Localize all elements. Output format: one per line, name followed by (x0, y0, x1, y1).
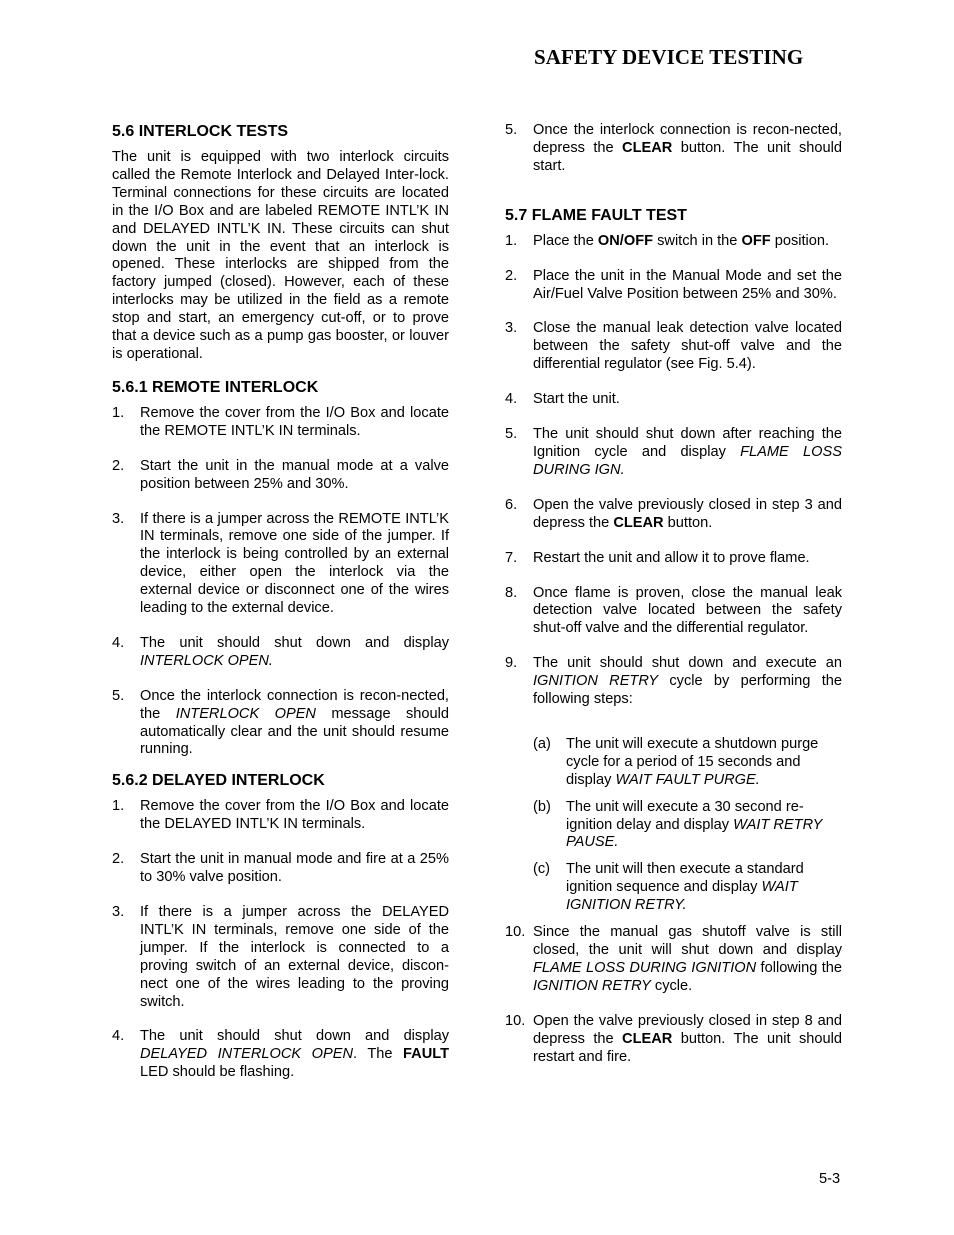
list-item: 1. Remove the cover from the I/O Box and locate the REMOTE INTL’K IN terminals. (112, 404, 449, 439)
remote-interlock-steps-continued (505, 122, 842, 176)
list-item: 10. Since the manual gas shutoff valve is still closed, the unit will shut down and display FLAME LOSS DURING IGNITION following the IGNITION RETRY cycle. (505, 924, 842, 994)
page-header-title: SAFETY DEVICE TESTING (534, 45, 804, 69)
list-item: 8. Once flame is proven, close the manual leak detection valve located between the safety shut-off valve and the differential regulator. (505, 584, 842, 637)
sub-list-item: (c) The unit will then execute a standard ignition sequence and display WAIT IGNITION RETRY. (533, 861, 804, 914)
sub-list-item: (b) The unit will execute a 30 second re-ignition delay and display WAIT RETRY PAUSE. (533, 798, 823, 851)
sub-list-item: (a) The unit will execute a shutdown purge cycle for a period of 15 seconds and display WAIT FAULT PURGE. (533, 735, 819, 788)
list-item: 1. Place the ON/OFF switch in the OFF position. (505, 232, 830, 249)
list-item: 6. Open the valve previously closed in step 3 and depress the CLEAR button. (505, 496, 842, 531)
list-item: 3. If there is a jumper across the DELAYED INTL’K IN terminals, remove one side of the jumper. If the interlock is connected to a proving switch of an external device, discon-nect one of the wires leading to the proving switch. (112, 904, 449, 1010)
list-item: 4. The unit should shut down and display DELAYED INTERLOCK OPEN. The FAULT LED should be flashing. (112, 1028, 449, 1081)
section-title-flame-fault-test: 5.7 FLAME FAULT TEST (505, 206, 687, 224)
section-title-delayed-interlock: 5.6.2 DELAYED INTERLOCK (112, 772, 325, 790)
list-item: 5. Once the interlock connection is recon-nected, depress the CLEAR button. The unit should start. (505, 122, 842, 174)
list-item: 3. If there is a jumper across the REMOTE INTL’K IN terminals, remove one side of the jumper. If the interlock is being controlled by an external device, either open the interlock via the external device or disconnect one of the wires leading to the external device. (112, 510, 449, 617)
list-item: 4. Start the unit. (505, 391, 620, 408)
list-item: 5. The unit should shut down after reaching the Ignition cycle and display FLAME LOSS DURING IGN. (505, 426, 842, 478)
list-item: 4. The unit should shut down and display INTERLOCK OPEN. (112, 634, 449, 669)
list-item: 7. Restart the unit and allow it to prove flame. (505, 549, 810, 566)
list-item: 5. Once the interlock connection is recon-nected, the INTERLOCK OPEN message should automatically clear and the unit should resume running. (112, 687, 449, 758)
right-column (505, 122, 842, 1066)
section-title-remote-interlock: 5.6.1 REMOTE INTERLOCK (112, 378, 319, 396)
flame-fault-steps (505, 233, 842, 1067)
page-number: 5-3 (819, 1171, 841, 1187)
list-item: 1. Remove the cover from the I/O Box and locate the DELAYED INTL’K IN terminals. (112, 798, 449, 833)
interlock-tests-intro: The unit is equipped with two interlock circuits called the Remote Interlock and Delayed Inter-lock. Terminal connections for these circuits are located in the I/O Box and are labeled REMOTE INTL’K IN and DELAYED INTL’K IN. These circuits can shut down the unit in the event that an interlock is opened. These interlocks are shipped from the factory jumped (closed). However, each of these interlocks may be utilized in the field as a remote stop and start, an emergency cut-off, or to prove that a device such as a pump gas booster, or louver is operational. (112, 149, 449, 362)
list-item: 2. Place the unit in the Manual Mode and set the Air/Fuel Valve Position between 25% and 30%. (505, 267, 842, 302)
list-item: 2. Start the unit in the manual mode at a valve position between 25% and 30%. (112, 457, 449, 492)
delayed-interlock-steps (112, 798, 449, 1082)
remote-interlock-steps (112, 405, 449, 760)
left-column (112, 122, 449, 1082)
section-title-interlock-tests: 5.6 INTERLOCK TESTS (112, 123, 289, 140)
list-item: 9. The unit should shut down and execute an IGNITION RETRY cycle by performing the following steps: (505, 655, 842, 708)
list-item: 3. Close the manual leak detection valve located between the safety shut-off valve and the differential regulator (see Fig. 5.4). (505, 320, 842, 373)
list-item: 2. Start the unit in manual mode and fire at a 25% to 30% valve position. (112, 851, 449, 886)
list-item: 10. Open the valve previously closed in step 8 and depress the CLEAR button. The unit should restart and fire. (505, 1012, 842, 1065)
